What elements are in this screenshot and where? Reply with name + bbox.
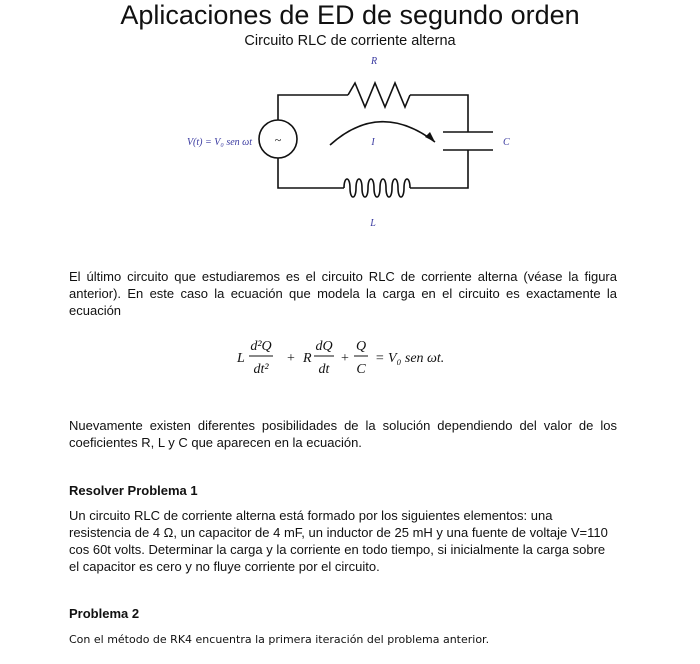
differential-equation [235, 336, 475, 378]
problem-1-text: Un circuito RLC de corriente alterna está formado por los siguientes elementos: una resistencia de 4 Ω, un capacitor de 4 mF, un inductor de 25 mH y una fuente de voltaje V=110 cos 60t volts. Determinar la carga y la corriente en todo tiempo, si inicialmente la carga sobre el capacitor es cero y no fluye corriente por el circuito. [69, 508, 608, 574]
eq-num2: dQ [315, 339, 333, 354]
eq-den3: C [356, 362, 366, 377]
current-arrow [330, 122, 435, 145]
wire-top-left [278, 95, 348, 120]
label-source: V(t) = V₀ sen ωt [186, 137, 252, 148]
eq-R: R [303, 351, 312, 366]
problem-2-text: Con el método de RK4 encuentra la primera iteración del problema anterior. [69, 633, 490, 646]
problem-2-heading: Problema 2 [69, 606, 140, 621]
eq-den2: dt [318, 362, 330, 377]
rlc-circuit-diagram [160, 50, 540, 240]
eq-L: L [237, 351, 245, 366]
eq-plus1: + [287, 351, 295, 366]
label-C: C [503, 137, 510, 148]
paragraph-intro: El último circuito que estudiaremos es el circuito RLC de corriente alterna (véase la figura anterior). En este caso la ecuación que modela la carga en el circuito es exactamente la ecuación [69, 269, 617, 318]
paragraph-possibilities: Nuevamente existen diferentes posibilidades de la solución dependiendo del valor de los coeficientes R, L y C que aparecen en la ecuación. [69, 418, 617, 450]
label-R: R [370, 56, 378, 67]
label-I: I [371, 137, 375, 148]
wire-bottom-left [278, 158, 344, 188]
ac-source-tilde: ~ [274, 133, 282, 147]
capacitor-symbol [443, 132, 493, 150]
eq-plus2: + [341, 351, 349, 366]
problem-1-heading: Resolver Problema 1 [69, 483, 198, 498]
page-subtitle: Circuito RLC de corriente alterna [244, 33, 456, 49]
eq-rhs: = V₀ sen ωt. [375, 351, 445, 366]
eq-num3: Q [355, 339, 367, 354]
page-title: Aplicaciones de ED de segundo orden [120, 0, 580, 30]
eq-num1: d²Q [250, 339, 272, 354]
wire-right-bottom [410, 150, 468, 188]
label-L: L [370, 218, 376, 229]
eq-den1: dt² [253, 362, 269, 377]
wire-top-right [410, 95, 468, 132]
inductor-symbol [344, 179, 410, 197]
current-arrowhead [425, 132, 435, 142]
resistor-symbol [348, 83, 410, 107]
